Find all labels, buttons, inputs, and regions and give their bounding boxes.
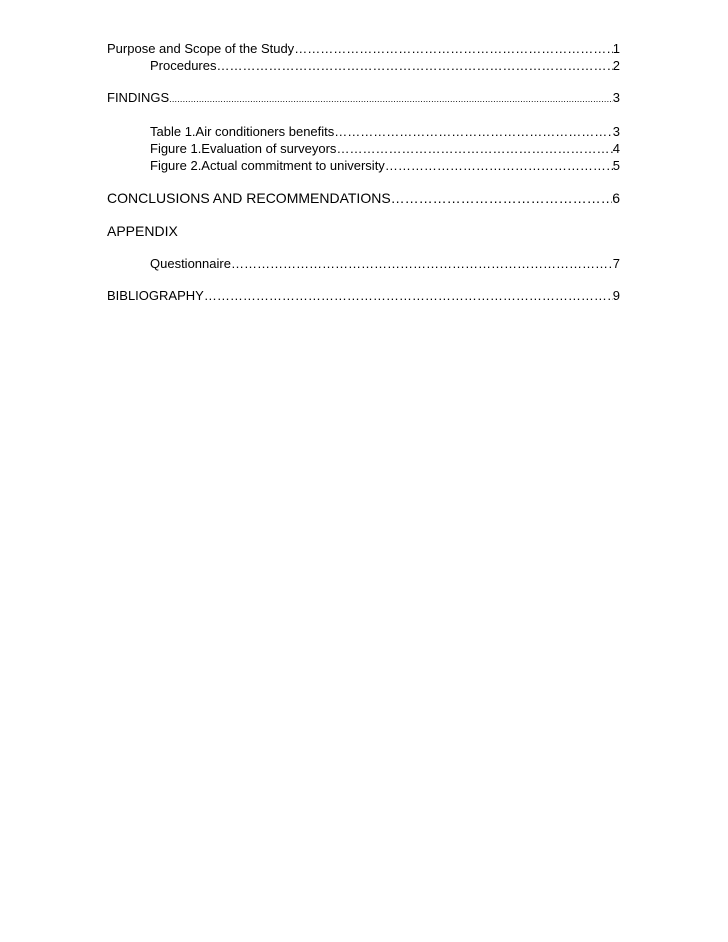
toc-entry-title: Purpose and Scope of the Study: [107, 41, 295, 56]
dot-leader: [169, 91, 613, 108]
toc-entry-figure-2: [107, 157, 620, 174]
toc-entry-page: 7: [612, 256, 620, 271]
toc-entry-title: Table 1.Air conditioners benefits: [150, 124, 335, 139]
toc-entry-page: 5: [612, 158, 620, 173]
toc-entry-page: 3: [612, 90, 620, 105]
toc-entry-title: CONCLUSIONS AND RECOMMENDATIONS: [107, 190, 391, 206]
toc-entry-questionnaire: [107, 255, 620, 272]
toc-entry-title: BIBLIOGRAPHY: [107, 288, 204, 303]
toc-entry-page: 2: [612, 58, 620, 73]
toc-entry-title: FINDINGS: [107, 90, 170, 105]
toc-entry-page: 6: [612, 190, 620, 206]
toc-entry-page: 3: [612, 124, 620, 139]
toc-heading-appendix: APPENDIX: [107, 223, 178, 239]
toc-entry-title: Procedures: [150, 58, 217, 73]
dot-leader: [334, 123, 612, 140]
toc-entry-bibliography: [107, 287, 620, 304]
toc-entry-page: 1: [612, 41, 620, 56]
toc-entry-conclusions: [107, 189, 620, 207]
dot-leader: [231, 255, 613, 272]
toc-entry-page: 9: [612, 288, 620, 303]
toc-entry-title: Figure 2.Actual commitment to university: [150, 158, 385, 173]
toc-entry-title: Questionnaire: [150, 256, 231, 271]
dot-leader: [204, 287, 613, 304]
toc-entry-table-1: [107, 123, 620, 140]
dot-leader: [336, 140, 612, 157]
toc-entry-purpose: [107, 40, 620, 57]
toc-entry-page: 4: [612, 141, 620, 156]
toc-entry-findings: [107, 89, 620, 108]
toc-entry-procedures: [107, 57, 620, 74]
toc-entry-figure-1: [107, 140, 620, 157]
dot-leader: [385, 157, 613, 174]
dot-leader: [294, 40, 613, 57]
toc-entry-title: Figure 1.Evaluation of surveyors: [150, 141, 337, 156]
dot-leader: [216, 57, 612, 74]
table-of-contents: [107, 40, 620, 304]
dot-leader: [391, 189, 613, 207]
